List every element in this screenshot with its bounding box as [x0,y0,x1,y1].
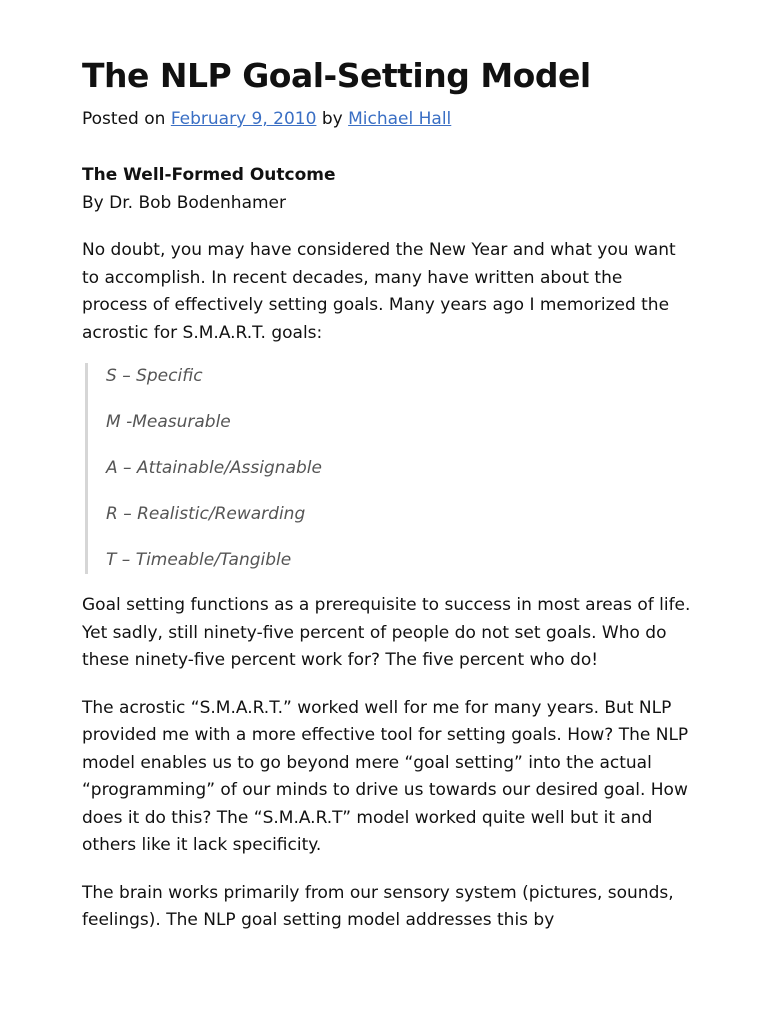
posted-on-label: Posted on [82,109,171,129]
author-link[interactable]: Michael Hall [348,109,452,129]
page-title: The NLP Goal-Setting Model [82,56,591,95]
paragraph-goal-setting: Goal setting functions as a prerequisite to success in most areas of life. Yet sadly, still ninety-five percent of people do not set goals. Who do these ninety-five percent work for? The five percent who do! [82,595,691,670]
paragraph-intro: No doubt, you may have considered the New Year and what you want to accomplish. In recent decades, many have written about the process of effectively setting goals. Many years ago I memorized the acrostic for S.M.A.R.T. goals: [82,240,676,343]
smart-item-r: R – Realistic/Rewarding [106,504,306,524]
smart-item-a: A – Attainable/Assignable [106,458,322,478]
post-meta [82,106,692,132]
by-label: by [316,109,349,129]
smart-acrostic-quote [85,363,692,574]
paragraph-brain: The brain works primarily from our sensory system (pictures, sounds, feelings). The NLP goal setting model addresses this by [82,882,674,930]
subtitle-heading: The Well-Formed Outcome [82,165,336,185]
paragraph-acrostic: The acrostic “S.M.A.R.T.” worked well for me for many years. But NLP provided me with a more effective tool for setting goals. How? The NLP model enables us to go beyond mere “goal setting” into the actual “programming” of our minds to drive us towards our desired goal. How does it do this? The “S.M.A.R.T” model worked quite well but it and others like it lack specificity. [82,697,689,855]
subtitle-byline: By Dr. Bob Bodenhamer [82,192,286,213]
post-date-link[interactable]: February 9, 2010 [170,109,317,129]
smart-item-t: T – Timeable/Tangible [106,550,292,570]
article-subtitle [82,162,692,217]
article [82,52,692,935]
smart-item-m: M -Measurable [106,412,231,432]
smart-item-s: S – Specific [106,366,203,386]
